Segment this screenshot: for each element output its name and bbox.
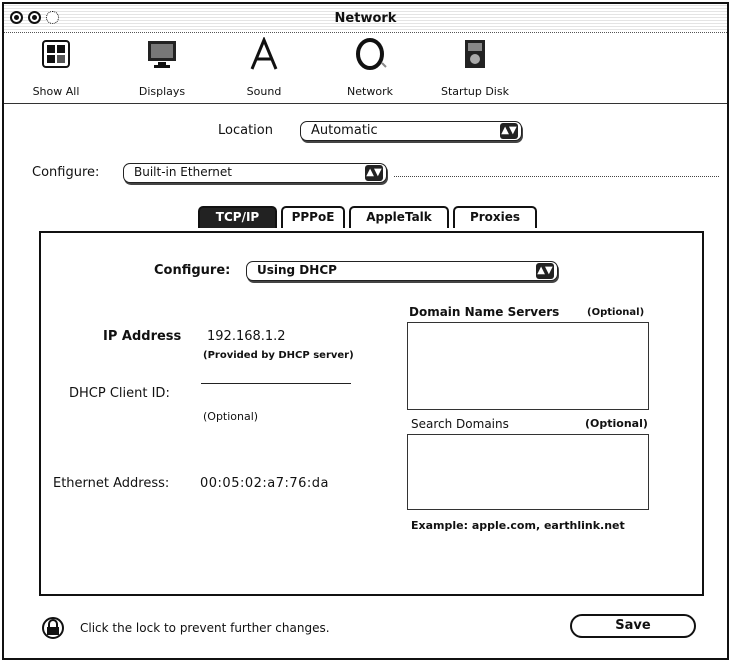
toolbar-sound[interactable] xyxy=(224,37,304,98)
startup-disk-icon xyxy=(458,37,492,71)
location-popup[interactable] xyxy=(300,121,522,141)
search-domains-example: Example: apple.com, earthlink.net xyxy=(411,519,625,532)
configure-method-label: Configure: xyxy=(154,263,231,278)
toolbar-network[interactable] xyxy=(330,37,410,98)
window-title: Network xyxy=(334,11,397,26)
ip-address-note: (Provided by DHCP server) xyxy=(203,350,354,361)
lock-icon[interactable] xyxy=(42,616,64,640)
search-domains-optional-note: (Optional) xyxy=(585,417,648,430)
title-bar xyxy=(4,4,727,33)
configure-interface-popup[interactable] xyxy=(123,163,387,183)
toolbar-label: Show All xyxy=(32,85,80,98)
tab-tcpip[interactable]: TCP/IP xyxy=(198,206,277,228)
popup-arrows-icon: ▲▼ xyxy=(500,123,518,139)
ethernet-address-label: Ethernet Address: xyxy=(53,476,170,491)
configure-interface-label: Configure: xyxy=(32,165,100,180)
dhcp-optional-note: (Optional) xyxy=(203,410,259,423)
dns-optional-note: (Optional) xyxy=(587,307,645,318)
configure-method-popup[interactable] xyxy=(246,261,558,281)
toolbar-displays[interactable] xyxy=(122,37,202,98)
save-button[interactable]: Save xyxy=(570,614,696,638)
toolbar-label: Network xyxy=(347,85,393,98)
toolbar-label: Sound xyxy=(246,85,282,98)
divider xyxy=(394,176,719,177)
dhcp-client-id-label: DHCP Client ID: xyxy=(69,386,170,401)
network-preferences-window xyxy=(2,2,729,660)
toolbar-label: Displays xyxy=(138,85,186,98)
toolbar-label: Startup Disk xyxy=(441,85,509,98)
toolbar xyxy=(4,33,727,104)
ethernet-address-value: 00:05:02:a7:76:da xyxy=(200,476,330,491)
dns-label: Domain Name Servers xyxy=(409,305,560,319)
tab-pppoe[interactable]: PPPoE xyxy=(281,206,345,228)
ip-address-label: IP Address xyxy=(103,329,182,344)
configure-method-value: Using DHCP xyxy=(257,263,337,277)
search-domains-field[interactable] xyxy=(407,434,649,510)
sound-icon xyxy=(247,37,281,71)
displays-icon xyxy=(145,37,179,71)
toolbar-show-all[interactable] xyxy=(16,37,96,98)
configure-interface-value: Built-in Ethernet xyxy=(134,165,232,179)
tab-appletalk[interactable]: AppleTalk xyxy=(349,206,449,228)
dhcp-client-id-field[interactable] xyxy=(201,365,351,384)
toolbar-startup-disk[interactable] xyxy=(430,37,520,98)
location-value: Automatic xyxy=(311,123,378,138)
tcpip-panel xyxy=(39,231,704,596)
lock-message: Click the lock to prevent further changes. xyxy=(80,621,330,635)
dns-servers-field[interactable] xyxy=(407,322,649,410)
show-all-icon xyxy=(39,37,73,71)
search-domains-label: Search Domains xyxy=(411,417,509,431)
popup-arrows-icon: ▲▼ xyxy=(365,165,383,181)
tab-proxies[interactable]: Proxies xyxy=(453,206,537,228)
location-label: Location xyxy=(218,123,273,138)
network-icon xyxy=(353,37,387,71)
ip-address-value: 192.168.1.2 xyxy=(207,329,286,344)
popup-arrows-icon: ▲▼ xyxy=(536,263,554,279)
